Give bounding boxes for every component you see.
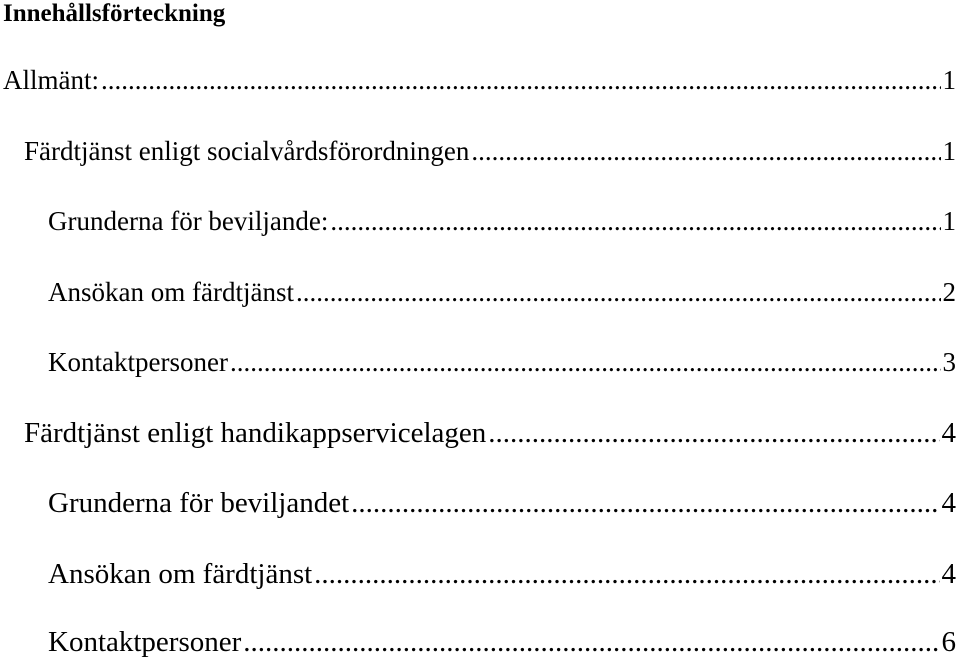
- toc-dot-leader: [243, 624, 939, 660]
- toc-page-number: 4: [941, 487, 956, 519]
- toc-entry-ansokan-2[interactable]: [48, 556, 956, 592]
- toc-entry-title: Kontaktpersoner: [48, 344, 230, 380]
- toc-entry-title: Färdtjänst enligt handikappservicelagen: [24, 417, 487, 449]
- toc-page-number: 1: [941, 62, 957, 98]
- toc-page-number: 2: [941, 274, 957, 310]
- toc-entry-title: Ansökan om färdtjänst: [48, 558, 313, 590]
- toc-entry-kontaktpersoner-1[interactable]: [48, 344, 956, 380]
- toc-heading: Innehållsförteckning: [3, 0, 226, 27]
- toc-page-number: 4: [941, 558, 956, 590]
- toc-entry-grunderna-beviljandet[interactable]: [48, 485, 956, 521]
- toc-dot-leader: [488, 415, 939, 451]
- toc-page-number: 1: [941, 133, 957, 169]
- toc-entry-title: Grunderna för beviljandet: [48, 487, 350, 519]
- toc-entry-title: Kontaktpersoner: [48, 626, 242, 658]
- toc-dot-leader: [471, 133, 940, 169]
- toc-dot-leader: [330, 203, 940, 239]
- toc-dot-leader: [296, 274, 941, 310]
- toc-page-number: 6: [941, 626, 956, 658]
- toc-page-number: 4: [941, 417, 956, 449]
- toc-dot-leader: [101, 62, 941, 98]
- toc-dot-leader: [351, 485, 939, 521]
- toc-entry-title: Grunderna för beviljande:: [48, 203, 330, 239]
- toc-entry-title: Färdtjänst enligt socialvårdsförordningen: [24, 133, 471, 169]
- toc-dot-leader: [314, 556, 939, 592]
- toc-entry-grunderna-beviljande[interactable]: [48, 203, 956, 239]
- toc-entry-kontaktpersoner-2[interactable]: [48, 624, 956, 660]
- toc-entry-ansokan-1[interactable]: [48, 274, 956, 310]
- toc-entry-title: Allmänt:: [3, 62, 101, 98]
- toc-entry-allmant[interactable]: [3, 62, 956, 98]
- toc-page-number: 3: [941, 344, 957, 380]
- toc-entry-fardtjanst-socialvard[interactable]: [24, 133, 956, 169]
- toc-entry-fardtjanst-handikapp[interactable]: [24, 415, 956, 451]
- toc-entry-title: Ansökan om färdtjänst: [48, 274, 296, 310]
- toc-dot-leader: [230, 344, 941, 380]
- toc-page-number: 1: [941, 203, 957, 239]
